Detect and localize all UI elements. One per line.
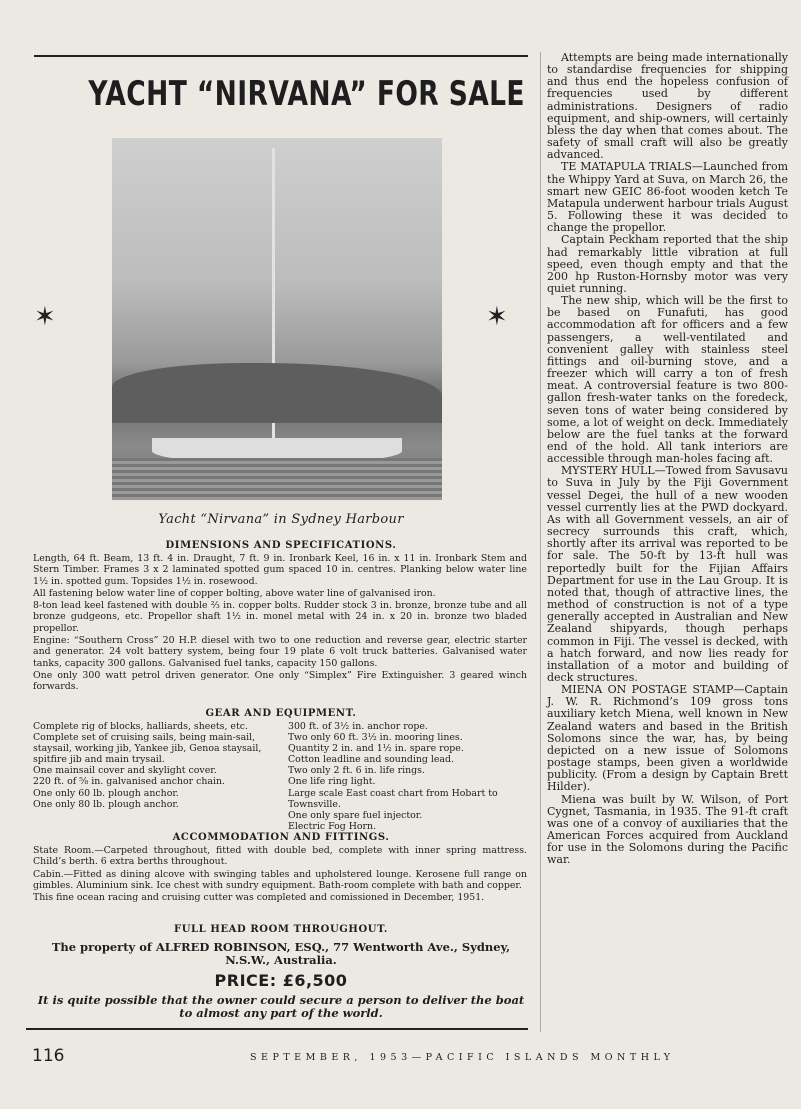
acc-para: This fine ocean racing and cruising cutter was completed and comissioned in December, 1951. <box>33 892 485 904</box>
gear-item: Two only 60 ft. 3½ in. mooring lines. <box>288 732 463 744</box>
gear-item: One only 60 lb. plough anchor. <box>33 787 179 799</box>
water-shape <box>112 458 442 500</box>
property-line: The property of ALFRED ROBINSON, ESQ., 77 Wentworth Ave., Sydney, N.S.W., Australia. <box>51 940 511 967</box>
dims-para: One only 300 watt petrol driven generator. One only “Simplex” Fire Extinguisher. 3 geared winch forwards. <box>33 669 527 693</box>
acc-para: Cabin.—Fitted as dining alcove with swinging tables and upholstered lounge. Kerosene full range on gimbles. Aluminium sink. Ice chest with sundry equipment. Bath-room complete with bath and copper. <box>33 868 527 891</box>
dims-para: Length, 64 ft. Beam, 13 ft. 4 in. Draught, 7 ft. 9 in. Ironbark Keel, 16 in. x 11 in. Ironbark Stem and Stern Timber. Frames 3 x 2 laminated spotted gum spaced 10 in. centres. Planking below water line 1½ in. spotted gum. Topsides 1½ in. rosewood. <box>33 553 527 587</box>
article-para: Miena was built by W. Wilson, of Port Cygnet, Tasmania, in 1935. The 91-ft craft was one of a convoy of auxiliaries that the American Forces acquired from Auckland for use in the Solomons during the Pacific war. <box>547 792 788 867</box>
dimensions-text <box>33 553 527 694</box>
shore-shape <box>112 363 442 423</box>
star-ornament-right-icon: ✶ <box>486 302 508 332</box>
gear-item: One life ring light. <box>288 776 376 788</box>
star-ornament-left-icon: ✶ <box>34 302 56 332</box>
article-para: MYSTERY HULL—Towed from Savusavu to Suva in July by the Fiji Government vessel Degei, the hull of a new wooden vessel currently lies at the PWD dockyard. As with all Government vessels, an air of secrecy surrounds this craft, which, shortly after its arrival was reported to be for sale. The 50-ft by 13-ft hull was reportedly built for the Fijian Affairs Department for use in the Lau Group. It is noted that, though of attractive lines, the method of construction is not of a type generally accepted in Australian and New Zealand shipyards, though perhaps common in Fiji. The vessel is decked, with a hatch forward, and now lies ready for installation of a motor and building of deck structures. <box>547 464 788 684</box>
gear-right-column <box>288 721 528 832</box>
gear-item: 220 ft. of ⅝ in. galvanised anchor chain. <box>33 776 225 788</box>
photo-caption: Yacht “Nirvana” in Sydney Harbour <box>158 512 404 527</box>
gear-left-column <box>33 721 271 810</box>
right-column <box>547 52 788 866</box>
running-footer: SEPTEMBER, 1953—PACIFIC ISLANDS MONTHLY <box>250 1052 675 1063</box>
dimensions-heading: DIMENSIONS AND SPECIFICATIONS. <box>165 540 397 551</box>
gear-item: One only 80 lb. plough anchor. <box>33 798 179 810</box>
gear-item: One mainsail cover and skylight cover. <box>33 765 217 777</box>
dims-para: Engine: “Southern Cross” 20 H.P. diesel with two to one reduction and reverse gear, electric starter and generator. 24 volt battery system, being four 19 plate 6 volt truck batteries. Galvanised water tanks, capacity 300 gallons. Galvanised fuel tanks, capacity 150 gallons. <box>33 635 527 669</box>
acc-para: State Room.—Carpeted throughout, fitted with double bed, complete with inner spring mattress. Child’s berth. 6 extra berths throughout. <box>33 845 527 868</box>
article-para: Captain Peckham reported that the ship had remarkably little vibration at full speed, even though empty and that the 200 hp Ruston-Hornsby motor was very quiet running. <box>547 233 788 295</box>
dims-para: All fastening below water line of copper bolting, above water line of galvanised iron. <box>33 587 436 599</box>
gear-item: Two only 2 ft. 6 in. life rings. <box>288 765 425 777</box>
page-title: YACHT “NIRVANA” FOR SALE <box>88 74 525 114</box>
delivery-note: It is quite possible that the owner could secure a person to deliver the boat to almost any part of the world. <box>37 993 525 1020</box>
gear-item: Complete set of cruising sails, being main-sail, staysail, working jib, Yankee jib, Genoa staysail, spitfire jib and main trysail. <box>33 732 262 766</box>
gear-item: Large scale East coast chart from Hobart to Townsville. <box>288 787 498 810</box>
gear-heading: GEAR AND EQUIPMENT. <box>205 708 357 719</box>
gear-item: Cotton leadline and sounding lead. <box>288 754 454 766</box>
gear-item: Quantity 2 in. and 1½ in. spare rope. <box>288 743 464 755</box>
yacht-photo <box>112 138 442 500</box>
page-number: 116 <box>32 1046 65 1066</box>
gear-item: One only spare fuel injector. <box>288 809 423 821</box>
gear-item: Electric Fog Horn. <box>288 820 377 832</box>
price-line: PRICE: £6,500 <box>214 971 348 990</box>
headroom-heading: FULL HEAD ROOM THROUGHOUT. <box>174 924 388 935</box>
bottom-rule <box>26 1028 528 1030</box>
gear-item: 300 ft. of 3½ in. anchor rope. <box>288 721 428 732</box>
article-para: The new ship, which will be the first to be based on Funafuti, has good accommodation aft for officers and a few passengers, a well-ventilated and convenient galley with stainless steel fittings and oil-burning stove, and a freezer which will carry a ton of fresh meat. A controversial feature is two 800-gallon fresh-water tanks on the foredeck, seven tons of water being considered by some, a lot of weight on deck. Immediately below are the fuel tanks at the forward end of the hold. All tank interiors are accessible through man-holes facing aft. <box>547 294 788 466</box>
accommodation-heading: ACCOMMODATION AND FITTINGS. <box>172 832 390 843</box>
article-para: TE MATAPULA TRIALS—Launched from the Whippy Yard at Suva, on March 26, the smart new GEIC 86-foot wooden ketch Te Matapula underwent harbour trials August 5. Following these it was decided to change the propellor. <box>547 160 788 235</box>
column-divider <box>540 52 541 1032</box>
accommodation-text <box>33 845 527 904</box>
dims-para: 8-ton lead keel fastened with double ⅔ in. copper bolts. Rudder stock 3 in. bronze, bronze tube and all bronze gudgeons, etc. Propellor shaft 1½ in. monel metal with 24 in. x 20 in. bronze two bladed propellor. <box>33 600 527 634</box>
gear-item: Complete rig of blocks, halliards, sheets, etc. <box>33 721 248 732</box>
top-rule <box>34 55 528 57</box>
article-para: MIENA ON POSTAGE STAMP—Captain J. W. R. Richmond’s 109 gross tons auxiliary ketch Miena, well known in New Zealand waters and based in the British Solomons since the war, has, by being depicted on a new issue of Solomons postage stamps, been given a worldwide publicity. (From a design by Captain Brett Hilder). <box>547 683 788 794</box>
article-para: Attempts are being made internationally to standardise frequencies for shipping and thus end the hopeless confusion of frequencies used by different administrations. Designers of radio equipment, and ship-owners, will certainly bless the day when that comes about. The safety of small craft will also be greatly advanced. <box>547 51 788 162</box>
